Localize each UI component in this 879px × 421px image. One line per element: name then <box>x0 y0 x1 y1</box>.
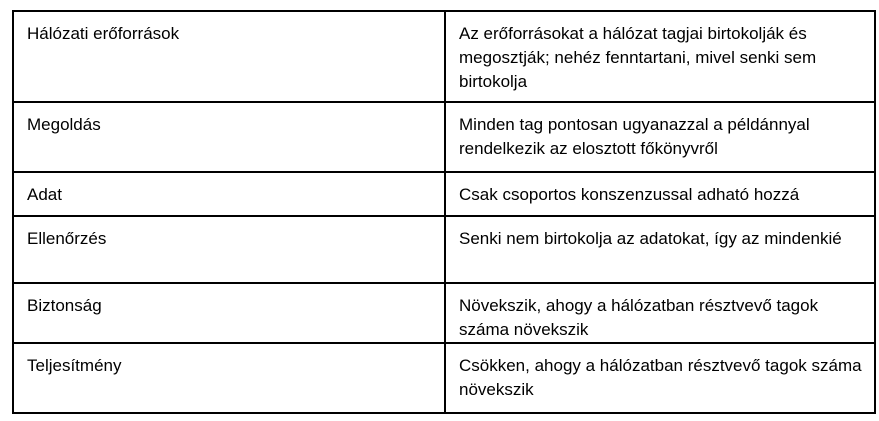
row-description: Csökken, ahogy a hálózatban résztvevő tagok száma növekszik <box>445 343 875 413</box>
row-description: Az erőforrásokat a hálózat tagjai birtokolják és megosztják; nehéz fenntartani, mivel senki sem birtokolja <box>445 11 875 102</box>
table-row <box>13 11 875 102</box>
table-row <box>13 172 875 216</box>
table-row <box>13 283 875 343</box>
row-term: Ellenőrzés <box>13 216 445 283</box>
table-row <box>13 216 875 283</box>
row-description: Minden tag pontosan ugyanazzal a példánnyal rendelkezik az elosztott főkönyvről <box>445 102 875 172</box>
row-term: Teljesítmény <box>13 343 445 413</box>
row-term: Biztonság <box>13 283 445 343</box>
row-term: Adat <box>13 172 445 216</box>
row-term: Hálózati erőforrások <box>13 11 445 102</box>
table-row <box>13 343 875 413</box>
row-description: Növekszik, ahogy a hálózatban résztvevő tagok száma növekszik <box>445 283 875 343</box>
comparison-table <box>12 10 876 414</box>
row-description: Csak csoportos konszenzussal adható hozzá <box>445 172 875 216</box>
row-description: Senki nem birtokolja az adatokat, így az mindenkié <box>445 216 875 283</box>
table-row <box>13 102 875 172</box>
row-term: Megoldás <box>13 102 445 172</box>
